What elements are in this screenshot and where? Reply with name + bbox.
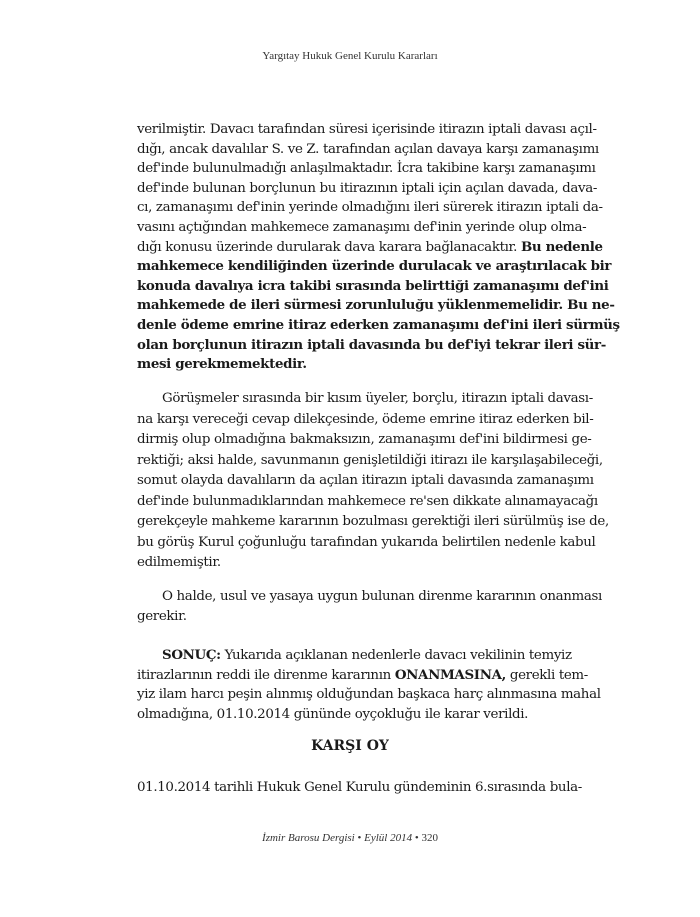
text: def'inde bulunan borçlunun bu itirazının iptali için açılan davada, dava- (137, 180, 598, 196)
text: edilmemiştir. (137, 555, 221, 570)
text: somut olayda davalıların da açılan itirazın iptali davasında zamanaşımı (137, 473, 594, 488)
issue-date: Eylül 2014 (364, 832, 413, 844)
text: na karşı vereceği cevap dilekçesinde, ödeme emrine itiraz ederken bil- (137, 411, 594, 427)
text: O halde, usul ve yasaya uygun bulunan direnme kararının onanması (162, 589, 602, 604)
text: dirmiş olup olmadığına bakmaksızın, zamanaşımı def'ini bildirmesi ge- (137, 432, 592, 447)
text-line (137, 179, 598, 199)
text-line (137, 512, 609, 533)
bold-text: Bu nedenle (520, 238, 603, 255)
text-line (137, 587, 602, 607)
text: Yukarıda açıklanan nedenlerle davacı vekilinin temyiz (220, 648, 572, 663)
page-footer (0, 832, 700, 844)
journal-name: İzmir Barosu Dergisi (262, 832, 355, 844)
text-line (137, 355, 563, 375)
separator: • (354, 832, 365, 844)
text-line (137, 257, 612, 277)
text: gerekçeyle mahkeme kararının bozulması gerektiği ileri sürülmüş ise de, (137, 514, 609, 529)
text-line (137, 218, 587, 238)
text-line (137, 607, 563, 627)
text-line (137, 646, 572, 666)
text-line (137, 120, 597, 140)
text: yiz ilam harcı peşin alınmış olduğundan başkaca harç alınmasına mahal (137, 687, 601, 703)
paragraph-reasoning (137, 120, 620, 375)
text-line (137, 471, 594, 492)
running-header: Yargıtay Hukuk Genel Kurulu Kararları (262, 50, 438, 62)
text-line (137, 778, 582, 798)
text: Görüşmeler sırasında bir kısım üyeler, borçlu, itirazın iptali davası- (162, 391, 593, 406)
bold-text: olan borçlunun itirazın iptali davasında bu def'iyi tekrar ileri sür- (137, 336, 606, 353)
text: gerekir. (137, 608, 187, 624)
text: 01.10.2014 tarihli Hukuk Genel Kurulu gündeminin 6.sırasında bula- (137, 780, 582, 795)
text: def'inde bulunulmadığı anlaşılmaktadır. İcra takibine karşı zamanaşımı (137, 161, 596, 177)
text-line (137, 336, 606, 356)
text-line (137, 451, 603, 472)
paragraph-verdict (137, 646, 601, 724)
text-line (137, 666, 588, 686)
text: gerekli tem- (505, 667, 588, 683)
paragraph-conclusion-intro (137, 587, 602, 626)
text-line (137, 389, 593, 410)
separator: • (412, 832, 422, 844)
text: verilmiştir. Davacı tarafından süresi içerisinde itirazın iptali davası açıl- (137, 122, 597, 137)
text-line (137, 140, 599, 160)
text-line (137, 277, 609, 297)
text: def'inde bulunmadıklarından mahkemece re'sen dikkate alınamayacağı (137, 493, 598, 509)
bold-text: SONUÇ: (162, 647, 221, 663)
bold-text: mahkemece kendiliğinden üzerinde durulacak ve araştırılacak bir (137, 258, 612, 275)
text-line (137, 705, 563, 725)
text-line (137, 553, 563, 574)
bold-text: konuda davalıya icra takibi sırasında belirttiği zamanaşımı def'ini (137, 277, 609, 294)
text: dığı konusu üzerinde durularak dava karara bağlanacaktır. (137, 239, 521, 255)
text: cı, zamanaşımı def'inin yerinde olmadığını ileri sürerek itirazın iptali da- (137, 200, 603, 216)
text-line (137, 316, 620, 336)
text-line (137, 198, 603, 218)
bold-text: mesi gerekmemektedir. (137, 356, 307, 373)
text-line (137, 430, 592, 451)
paragraph-dissent (137, 778, 582, 798)
dissent-heading: KARŞI OY (311, 738, 389, 754)
text-line (137, 685, 601, 705)
text-line (137, 296, 615, 316)
text: rektiği; aksi halde, savunmanın genişletildiği itirazı ile karşılaşabileceği, (137, 452, 603, 468)
bold-text: ONANMASINA, (394, 666, 506, 683)
text: dığı, ancak davalılar S. ve Z. tarafından açılan davaya karşı zamanaşımı (137, 141, 599, 157)
text: vasını açtığından mahkemece zamanaşımı def'inin yerinde olup olma- (137, 219, 587, 235)
text-line (137, 533, 596, 554)
text-line (137, 410, 594, 431)
bold-text: mahkemede de ileri sürmesi zorunluluğu yüklenmemelidir. Bu ne- (137, 297, 615, 314)
text-line (137, 238, 603, 258)
paragraph-minority-view (137, 389, 609, 574)
page-number: 320 (421, 832, 438, 844)
text: olmadığına, 01.10.2014 gününde oyçokluğu ile karar verildi. (137, 706, 529, 722)
bold-text: denle ödeme emrine itiraz ederken zamanaşımı def'ini ileri sürmüş (137, 316, 620, 333)
text: itirazlarının reddi ile direnme kararının (137, 667, 395, 683)
text-line (137, 492, 598, 513)
text: bu görüş Kurul çoğunluğu tarafından yukarıda belirtilen nedenle kabul (137, 534, 596, 550)
text-line (137, 159, 596, 179)
